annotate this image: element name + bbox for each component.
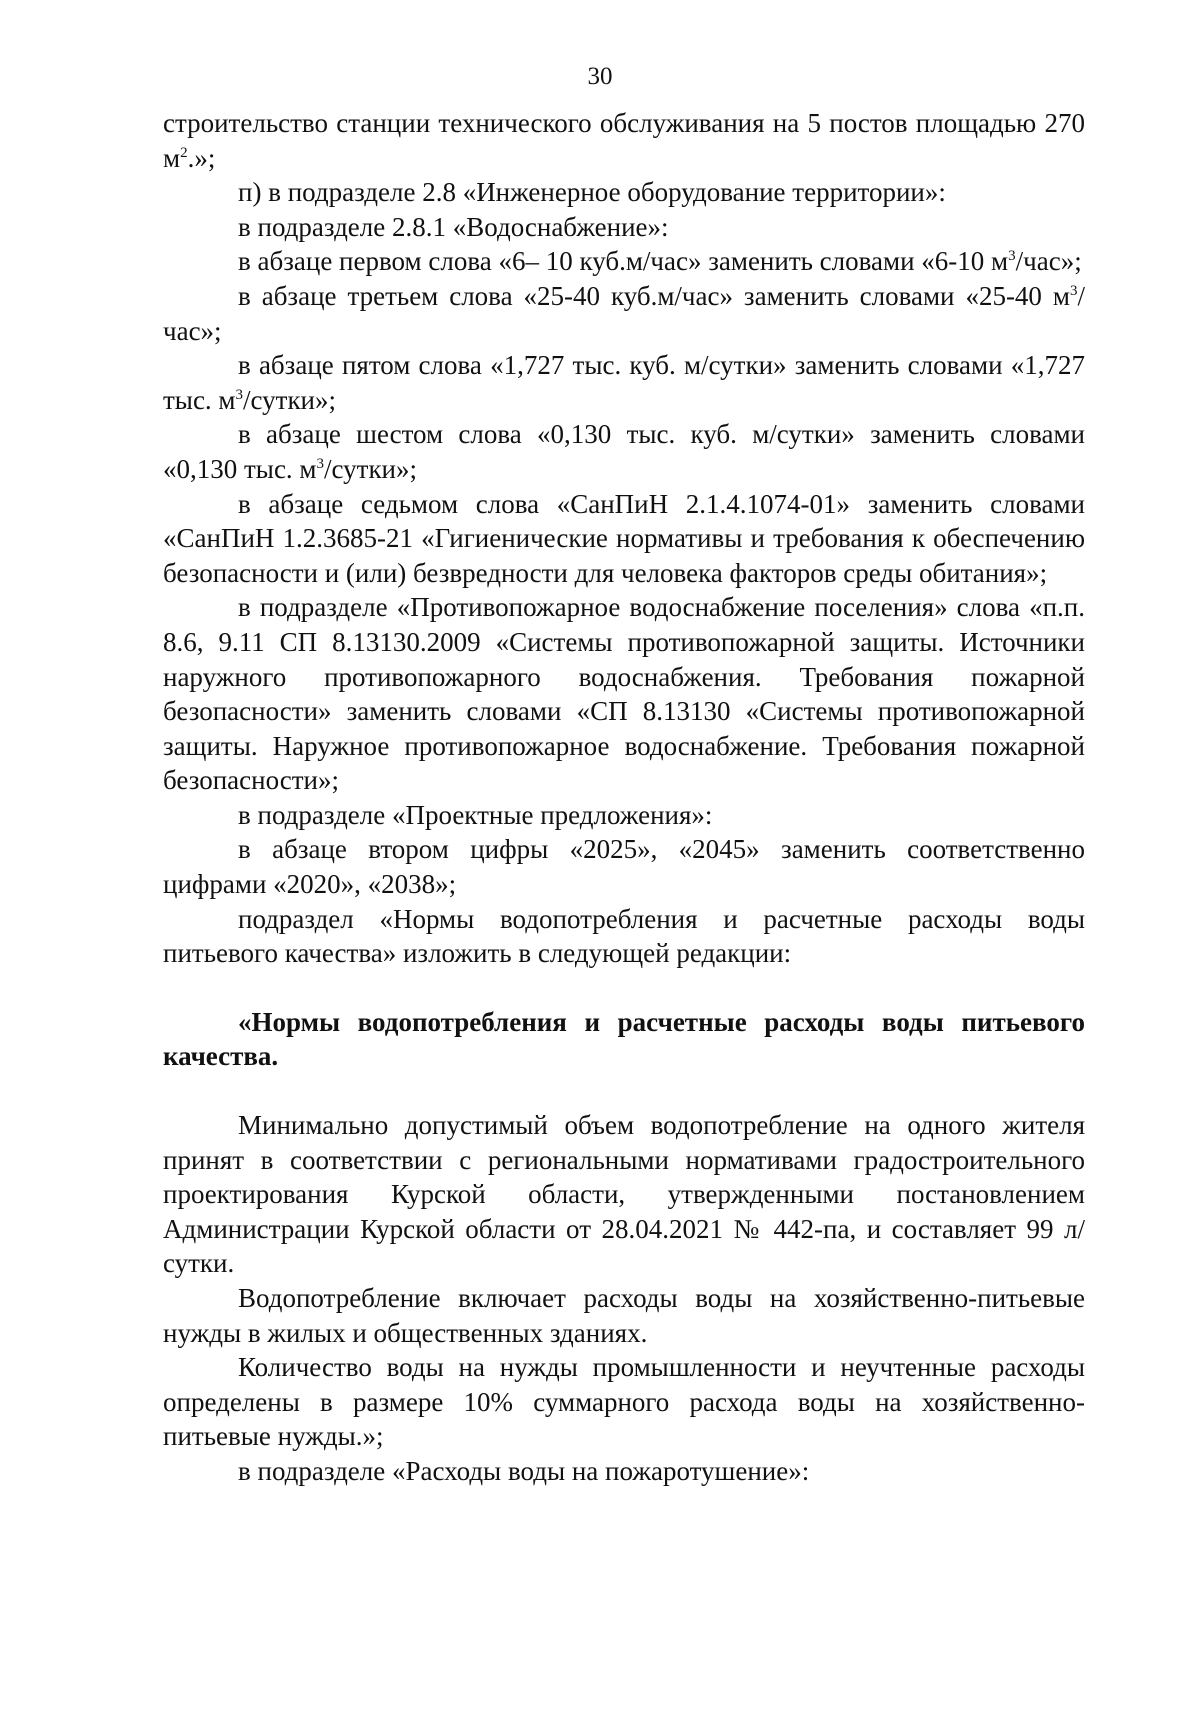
document-body bbox=[163, 106, 1085, 1489]
page-number: 30 bbox=[587, 63, 613, 90]
paragraph-12: подраздел «Нормы водопотребления и расчетные расходы воды питьевого качества» изложить в следующей редакции: bbox=[163, 903, 1085, 969]
paragraph-9: в подразделе «Противопожарное водоснабжение поселения» слова «п.п. 8.6, 9.11 СП 8.13130.2009 «Системы противопожарной защиты. Источники наружного противопожарного водоснабжения. Требования пожарной безопасности» заменить словами «СП 8.13130 «Системы противопожарной защиты. Наружное противопожарное водоснабжение. Требования пожарной безопасности»; bbox=[163, 592, 1085, 796]
paragraph-16: в подразделе «Расходы воды на пожаротушение»: bbox=[238, 1455, 810, 1486]
paragraph-13: Минимально допустимый объем водопотребление на одного жителя принят в соответствии с региональными нормативами градостроительного проектирования Курской области, утвержденными постановлением Администрации Курской области от 28.04.2021 № 442-па, и составляет 99 л/сутки. bbox=[163, 1110, 1085, 1279]
section-heading: «Нормы водопотребления и расчетные расходы воды питьевого качества. bbox=[163, 1006, 1085, 1072]
paragraph-2: п) в подразделе 2.8 «Инженерное оборудование территории»: bbox=[238, 177, 946, 208]
paragraph-4: в абзаце первом слова «6– 10 куб.м/час» заменить словами «6-10 $м^3$/час»; bbox=[238, 246, 1082, 277]
paragraph-8: в абзаце седьмом слова «СанПиН 2.1.4.1074-01» заменить словами «СанПиН 1.2.3685-21 «Гигиенические нормативы и требования к обеспечению безопасности и (или) безвредности для человека факторов среды обитания»; bbox=[163, 488, 1085, 588]
paragraph-3: в подразделе 2.8.1 «Водоснабжение»: bbox=[238, 211, 669, 242]
paragraph-5: в абзаце третьем слова «25-40 куб.м/час» заменить словами «25-40 $м^3$/час»; bbox=[163, 280, 1085, 346]
paragraph-6: в абзаце пятом слова «1,727 тыс. куб. м/сутки» заменить словами «1,727 тыс. $м^3$/сутки»; bbox=[163, 350, 1085, 415]
paragraph-10: в подразделе «Проектные предложения»: bbox=[238, 799, 713, 830]
paragraph-7: в абзаце шестом слова «0,130 тыс. куб. м/сутки» заменить словами «0,130 тыс. $м^3$/сутки»; bbox=[163, 419, 1085, 484]
paragraph-14: Водопотребление включает расходы воды на хозяйственно-питьевые нужды в жилых и общественных зданиях. bbox=[163, 1283, 1085, 1348]
paragraph-15: Количество воды на нужды промышленности и неучтенные расходы определены в размере 10% суммарного расхода воды на хозяйственно-питьевые нужды.»; bbox=[163, 1352, 1085, 1452]
paragraph-1: строительство станции технического обслуживания на 5 постов площадью 270 $м^2$.»; bbox=[163, 108, 1085, 173]
paragraph-11: в абзаце втором цифры «2025», «2045» заменить соответственно цифрами «2020», «2038»; bbox=[163, 834, 1085, 900]
